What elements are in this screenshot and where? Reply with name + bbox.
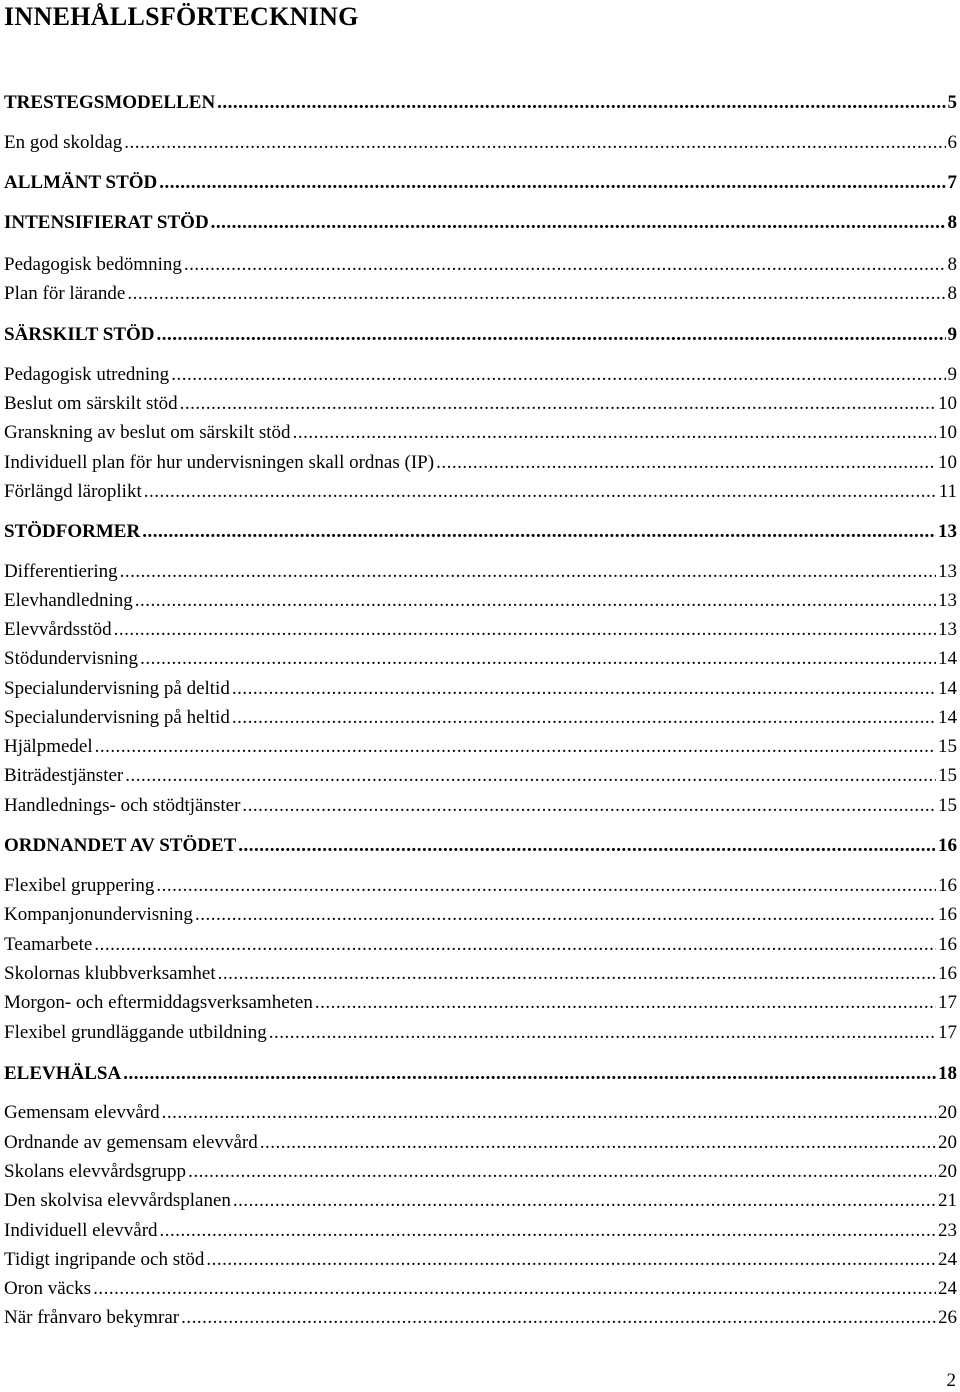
- toc-entry-page: 9: [947, 324, 957, 345]
- toc-entry-page: 8: [947, 212, 957, 233]
- toc-dot-leader: [160, 1218, 936, 1244]
- toc-entry[interactable]: [4, 391, 957, 417]
- toc-dot-leader: [211, 210, 946, 236]
- toc-entry-title: ELEVHÄLSA: [4, 1063, 122, 1084]
- toc-dot-leader: [135, 588, 936, 614]
- toc-entry[interactable]: [4, 793, 957, 819]
- toc-entry[interactable]: [4, 617, 957, 643]
- toc-dot-leader: [142, 519, 936, 545]
- toc-entry-page: 16: [938, 835, 957, 856]
- toc-entry-page: 13: [938, 561, 957, 582]
- toc-entry-title: Specialundervisning på deltid: [4, 678, 230, 699]
- toc-entry[interactable]: [4, 1130, 957, 1156]
- toc-entry[interactable]: [4, 1188, 957, 1214]
- toc-dot-leader: [195, 902, 936, 928]
- toc-entry-page: 10: [938, 422, 957, 443]
- toc-entry-page: 15: [938, 765, 957, 786]
- toc-dot-leader: [293, 420, 936, 446]
- toc-entry-title: Handlednings- och stödtjänster: [4, 795, 241, 816]
- toc-entry[interactable]: [4, 210, 957, 236]
- toc-entry-title: Oron väcks: [4, 1278, 92, 1299]
- toc-entry-title: Förlängd läroplikt: [4, 481, 142, 502]
- toc-dot-leader: [156, 873, 936, 899]
- toc-entry-page: 15: [938, 736, 957, 757]
- toc-dot-leader: [232, 705, 936, 731]
- toc-entry-page: 20: [938, 1102, 957, 1123]
- toc-entry[interactable]: [4, 90, 957, 116]
- toc-entry-page: 13: [938, 521, 957, 542]
- toc-entry-page: 21: [938, 1190, 957, 1211]
- toc-entry-title: SÄRSKILT STÖD: [4, 324, 155, 345]
- toc-entry-page: 14: [938, 707, 957, 728]
- toc-entry-title: Hjälpmedel: [4, 736, 93, 757]
- toc-entry-page: 8: [947, 254, 957, 275]
- toc-dot-leader: [184, 252, 946, 278]
- toc-entry-page: 17: [938, 992, 957, 1013]
- toc-entry[interactable]: [4, 1159, 957, 1185]
- toc-entry[interactable]: [4, 1218, 957, 1244]
- toc-entry-title: Beslut om särskilt stöd: [4, 393, 178, 414]
- toc-entry-page: 23: [938, 1220, 957, 1241]
- toc-dot-leader: [232, 676, 936, 702]
- toc-entry-page: 14: [938, 678, 957, 699]
- toc-dot-leader: [125, 763, 936, 789]
- toc-entry-title: Tidigt ingripande och stöd: [4, 1249, 205, 1270]
- toc-entry-page: 26: [938, 1307, 957, 1328]
- toc-entry[interactable]: [4, 170, 957, 196]
- toc-dot-leader: [157, 322, 946, 348]
- toc-entry-page: 16: [938, 904, 957, 925]
- toc-dot-leader: [180, 391, 936, 417]
- toc-entry-title: Elevvårdsstöd: [4, 619, 112, 640]
- toc-entry-page: 13: [938, 590, 957, 611]
- toc-entry-title: Flexibel gruppering: [4, 875, 155, 896]
- toc-entry-title: Skolornas klubbverksamhet: [4, 963, 216, 984]
- toc-entry-page: 11: [938, 481, 957, 502]
- toc-entry[interactable]: [4, 961, 957, 987]
- toc-entry-title: INTENSIFIERAT STÖD: [4, 212, 209, 233]
- toc-entry-title: Gemensam elevvård: [4, 1102, 160, 1123]
- toc-entry-title: STÖDFORMER: [4, 521, 141, 542]
- toc-entry-page: 20: [938, 1132, 957, 1153]
- toc-entry-title: Granskning av beslut om särskilt stöd: [4, 422, 291, 443]
- toc-dot-leader: [140, 646, 936, 672]
- toc-entry-title: Pedagogisk utredning: [4, 364, 170, 385]
- toc-dot-leader: [181, 1305, 936, 1331]
- toc-dot-leader: [144, 479, 937, 505]
- toc-dot-leader: [94, 932, 936, 958]
- toc-entry[interactable]: [4, 1247, 957, 1273]
- toc-entry-title: Skolans elevvårdsgrupp: [4, 1161, 187, 1182]
- toc-entry-page: 16: [938, 963, 957, 984]
- toc-entry-page: 16: [938, 934, 957, 955]
- toc-entry-page: 17: [938, 1022, 957, 1043]
- toc-entry-title: Kompanjonundervisning: [4, 904, 193, 925]
- toc-dot-leader: [315, 990, 936, 1016]
- toc-entry[interactable]: [4, 450, 957, 476]
- toc-entry-title: Elevhandledning: [4, 590, 133, 611]
- toc-entry[interactable]: [4, 130, 957, 156]
- toc-entry[interactable]: [4, 362, 957, 388]
- toc-dot-leader: [162, 1100, 936, 1126]
- toc-dot-leader: [114, 617, 936, 643]
- toc-dot-leader: [206, 1247, 936, 1273]
- toc-entry-page: 16: [938, 875, 957, 896]
- toc-dot-leader: [159, 170, 945, 196]
- toc-entry[interactable]: [4, 646, 957, 672]
- toc-heading: INNEHÅLLSFÖRTECKNING: [4, 2, 359, 31]
- toc-entry-page: 18: [938, 1063, 957, 1084]
- toc-entry-title: Den skolvisa elevvårdsplanen: [4, 1190, 231, 1211]
- toc-entry-title: ORDNANDET AV STÖDET: [4, 835, 237, 856]
- toc-entry-title: ALLMÄNT STÖD: [4, 172, 158, 193]
- page-number: 2: [946, 1370, 956, 1391]
- toc-entry-title: Teamarbete: [4, 934, 93, 955]
- toc-entry-title: Plan för lärande: [4, 283, 126, 304]
- toc-entry-title: Stödundervisning: [4, 648, 139, 669]
- toc-entry-page: 5: [947, 92, 957, 113]
- toc-dot-leader: [95, 734, 936, 760]
- toc-entry-page: 24: [938, 1278, 957, 1299]
- toc-dot-leader: [188, 1159, 936, 1185]
- toc-entry[interactable]: [4, 734, 957, 760]
- toc-dot-leader: [436, 450, 936, 476]
- toc-entry[interactable]: [4, 833, 957, 859]
- toc-entry[interactable]: [4, 519, 957, 545]
- toc-entry-title: En god skoldag: [4, 132, 123, 153]
- toc-entry-page: 9: [947, 364, 957, 385]
- toc-dot-leader: [260, 1130, 936, 1156]
- toc-entry-title: Flexibel grundläggande utbildning: [4, 1022, 267, 1043]
- toc-entry-title: Specialundervisning på heltid: [4, 707, 230, 728]
- toc-entry[interactable]: [4, 1276, 957, 1302]
- toc-dot-leader: [269, 1020, 936, 1046]
- toc-entry-title: TRESTEGSMODELLEN: [4, 92, 216, 113]
- toc-entry[interactable]: [4, 932, 957, 958]
- toc-dot-leader: [93, 1276, 936, 1302]
- toc-dot-leader: [217, 90, 945, 116]
- toc-dot-leader: [238, 833, 936, 859]
- toc-entry-page: 24: [938, 1249, 957, 1270]
- toc-entry-title: Morgon- och eftermiddagsverksamheten: [4, 992, 313, 1013]
- toc-dot-leader: [127, 281, 945, 307]
- toc-entry-title: Individuell plan för hur undervisningen skall ordnas (IP): [4, 452, 435, 473]
- toc-entry[interactable]: [4, 990, 957, 1016]
- toc-entry-page: 8: [947, 283, 957, 304]
- toc-dot-leader: [123, 1061, 936, 1087]
- toc-dot-leader: [171, 362, 945, 388]
- toc-dot-leader: [218, 961, 936, 987]
- toc-entry-page: 10: [938, 393, 957, 414]
- toc-entry-title: Ordnande av gemensam elevvård: [4, 1132, 258, 1153]
- toc-entry-page: 13: [938, 619, 957, 640]
- toc-entry-title: Differentiering: [4, 561, 118, 582]
- toc-entry[interactable]: [4, 902, 957, 928]
- toc-entry-title: När frånvaro bekymrar: [4, 1307, 180, 1328]
- toc-entry-page: 14: [938, 648, 957, 669]
- toc-entry[interactable]: [4, 1061, 957, 1087]
- toc-entry-page: 7: [947, 172, 957, 193]
- toc-entry[interactable]: [4, 559, 957, 585]
- toc-dot-leader: [242, 793, 936, 819]
- toc-entry[interactable]: [4, 1020, 957, 1046]
- toc-entry[interactable]: [4, 1305, 957, 1331]
- toc-entry-page: 10: [938, 452, 957, 473]
- toc-entry-page: 20: [938, 1161, 957, 1182]
- toc-entry-title: Biträdestjänster: [4, 765, 124, 786]
- toc-entry[interactable]: [4, 676, 957, 702]
- toc-entry[interactable]: [4, 763, 957, 789]
- toc-entry[interactable]: [4, 1100, 957, 1126]
- toc-entry[interactable]: [4, 252, 957, 278]
- toc-entry-page: 15: [938, 795, 957, 816]
- toc-entry-page: 6: [947, 132, 957, 153]
- toc-entry-title: Individuell elevvård: [4, 1220, 158, 1241]
- toc-entry[interactable]: [4, 479, 957, 505]
- toc-entry-title: Pedagogisk bedömning: [4, 254, 182, 275]
- toc-entry[interactable]: [4, 322, 957, 348]
- toc-dot-leader: [124, 130, 945, 156]
- toc-dot-leader: [120, 559, 936, 585]
- toc-entry[interactable]: [4, 705, 957, 731]
- toc-entry[interactable]: [4, 281, 957, 307]
- toc-entry[interactable]: [4, 588, 957, 614]
- toc-dot-leader: [233, 1188, 936, 1214]
- toc-entry[interactable]: [4, 420, 957, 446]
- toc-entry[interactable]: [4, 873, 957, 899]
